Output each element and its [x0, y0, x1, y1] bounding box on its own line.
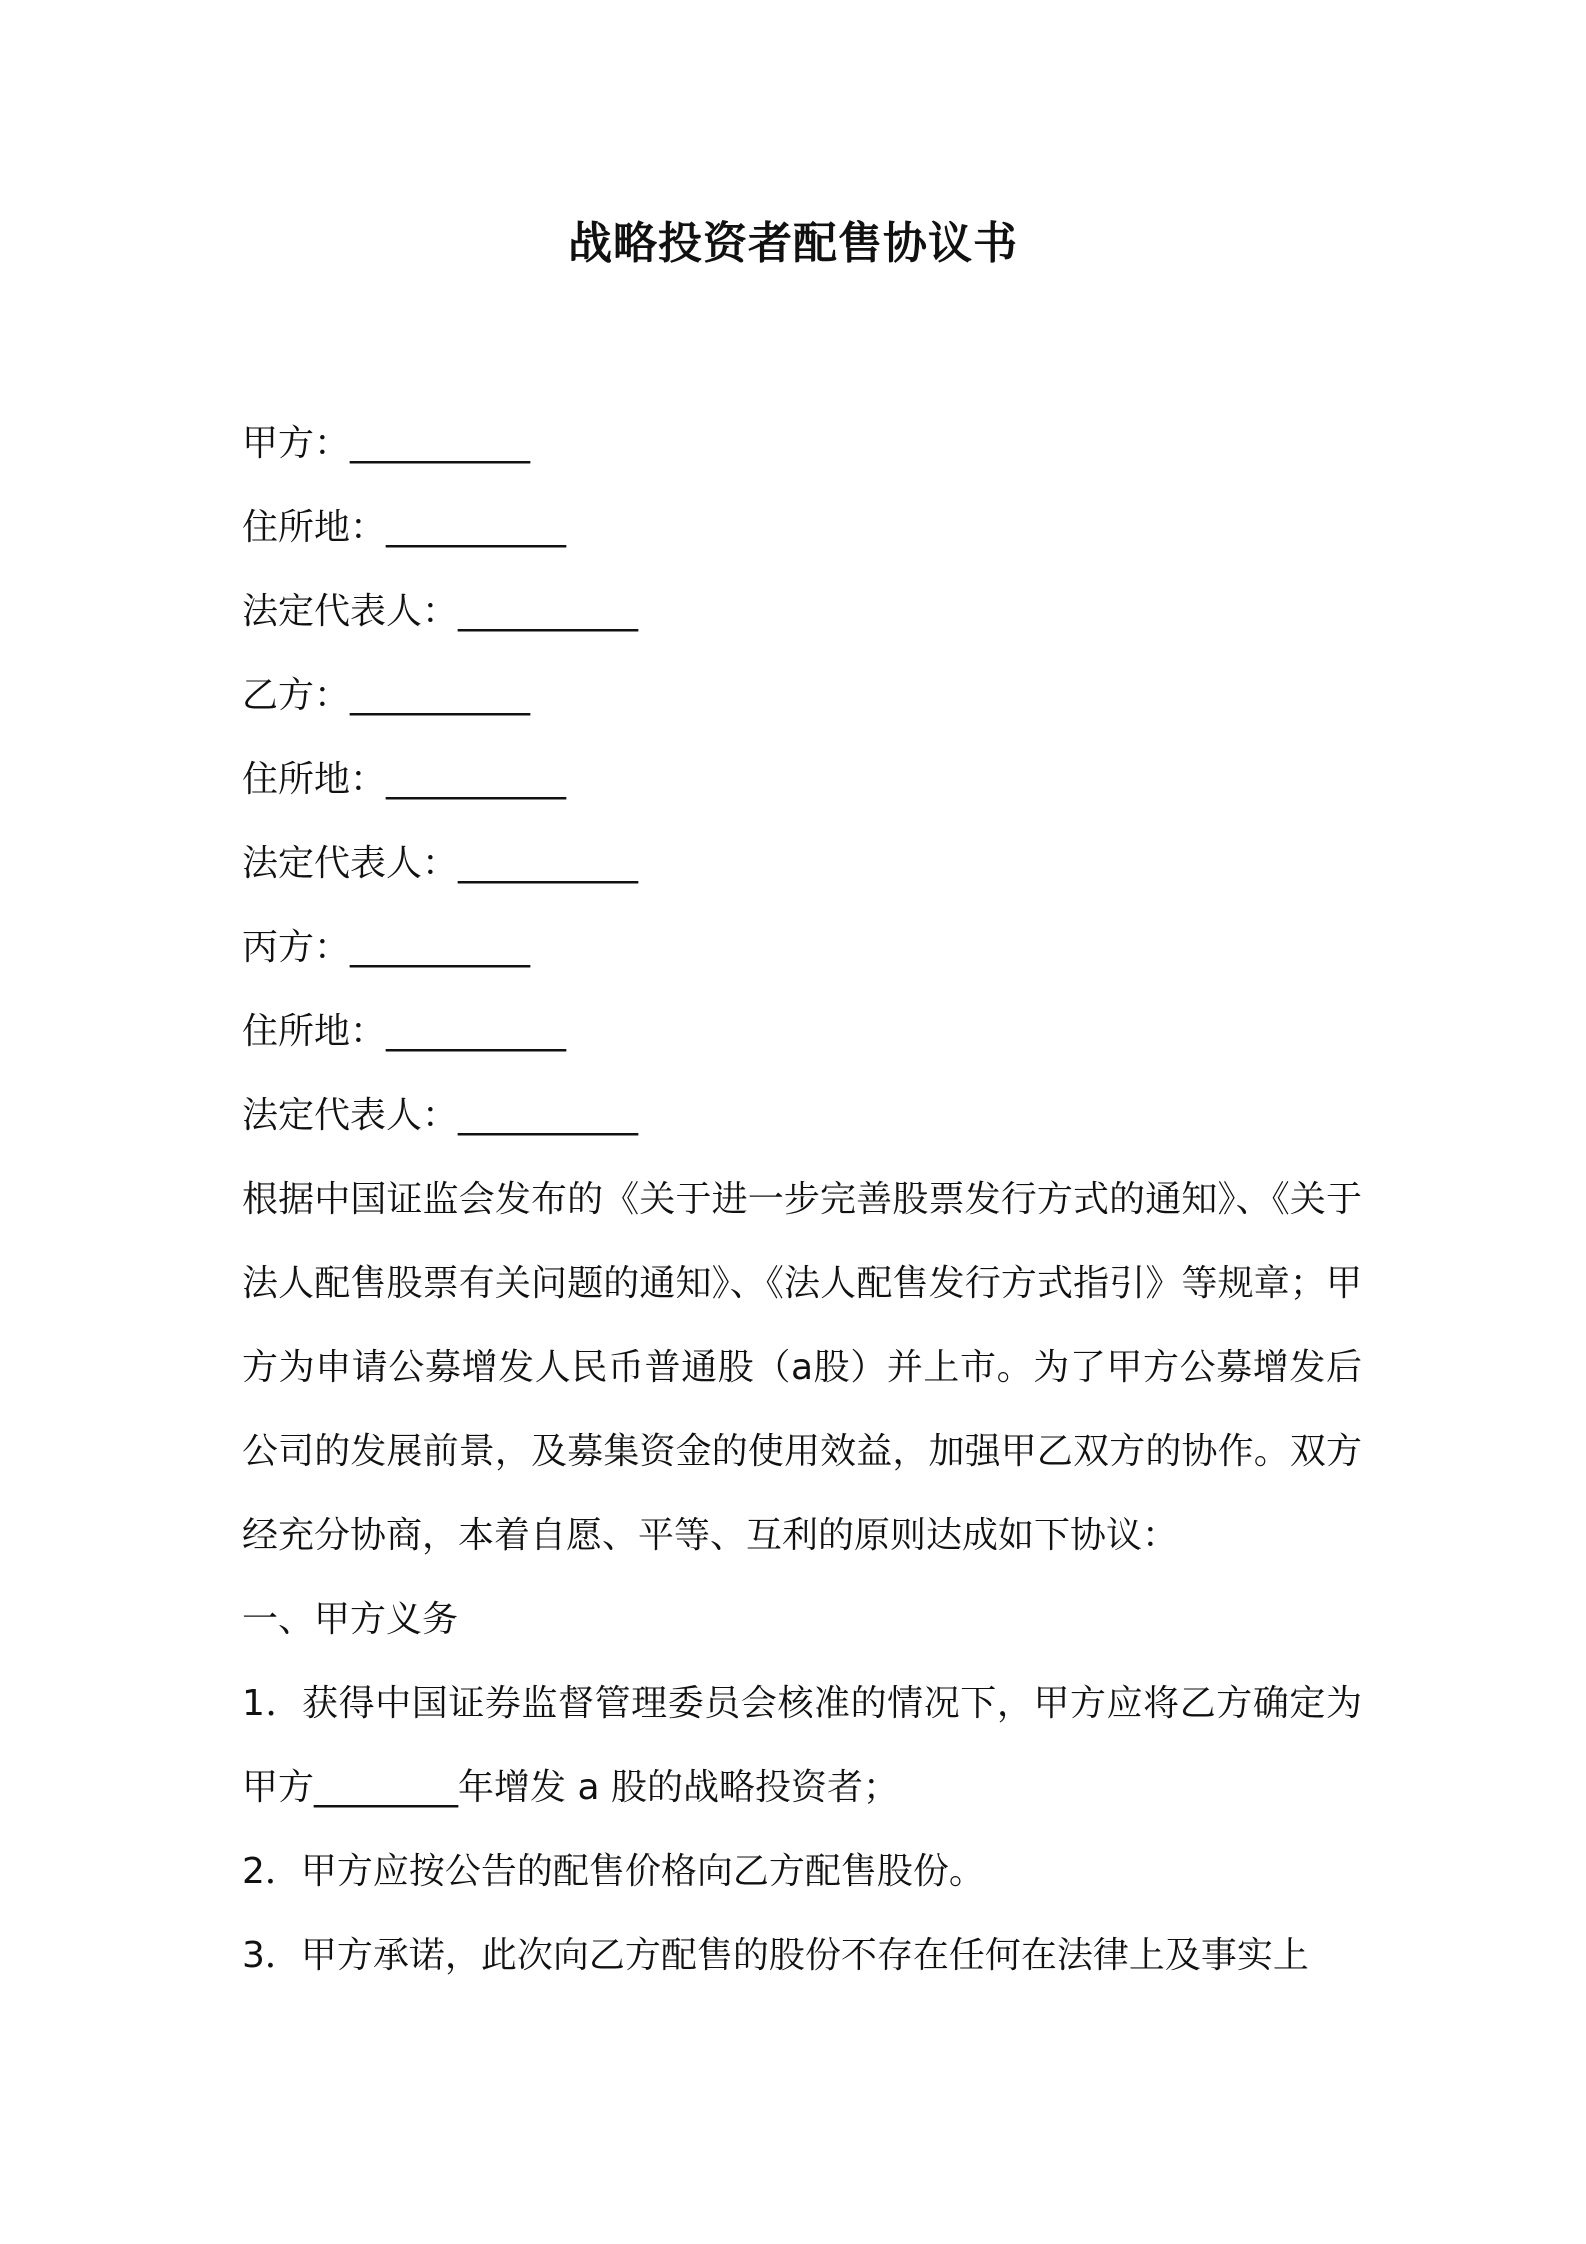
party-a-label: 甲方：__________ [242, 423, 531, 464]
party-b-label: 乙方：__________ [242, 675, 531, 716]
clause-2: 2．甲方应按公告的配售价格向乙方配售股份。 [242, 1851, 985, 1892]
document-title: 战略投资者配售协议书 [568, 218, 1018, 269]
preamble-paragraph: 根据中国证监会发布的《关于进一步完善股票发行方式的通知》、《关于法人配售股票有关问题的通知》、《法人配售发行方式指引》等规章；甲方为申请公募增发人民币普通股（a股）并上市。为了甲方公募增发后公司的发展前景，及募集资金的使用效益，加强甲乙双方的协作。双方经充分协商，本着自愿、平等、互利的原则达成如下协议： [242, 1179, 1362, 1556]
party-a-address: 住所地：__________ [242, 507, 567, 548]
party-b-address: 住所地：__________ [242, 759, 567, 800]
clause-1: 1．获得中国证券监督管理委员会核准的情况下，甲方应将乙方确定为甲方________年增发 a 股的战略投资者； [242, 1683, 1362, 1808]
party-a-representative: 法定代表人：__________ [242, 591, 639, 632]
section-heading: 一、甲方义务 [242, 1599, 459, 1640]
clause-3: 3．甲方承诺，此次向乙方配售的股份不存在任何在法律上及事实上 [242, 1935, 1309, 1976]
party-b-representative: 法定代表人：__________ [242, 843, 639, 884]
document-body [242, 402, 1362, 1998]
party-c-representative: 法定代表人：__________ [242, 1095, 639, 1136]
party-c-label: 丙方：__________ [242, 927, 531, 968]
party-c-address: 住所地：__________ [242, 1011, 567, 1052]
